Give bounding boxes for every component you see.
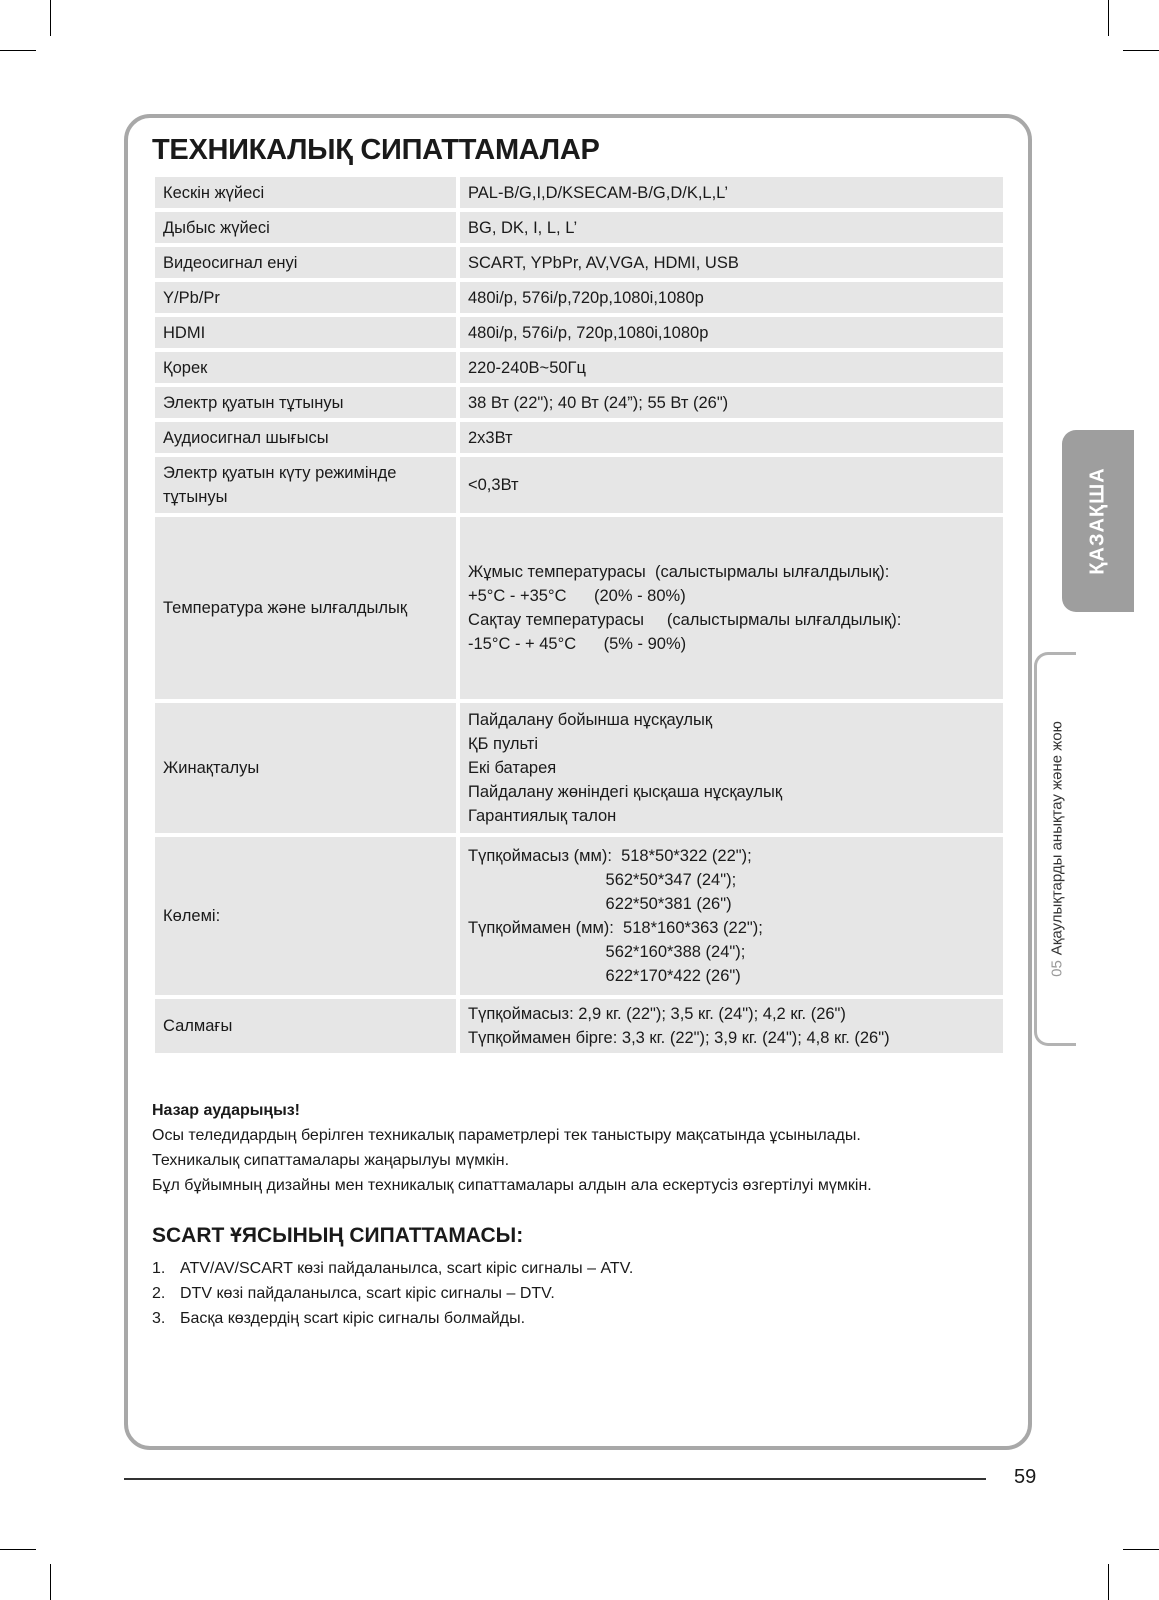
list-item-number: 2. — [152, 1285, 166, 1302]
spec-value: Түпқоймасыз (мм): 518*50*322 (22"); — [468, 847, 752, 865]
spec-value-cell — [460, 422, 1003, 457]
spec-label: HDMI — [163, 323, 206, 342]
spec-label-cell — [155, 422, 460, 457]
crop-mark — [0, 1549, 36, 1550]
spec-value-cell — [460, 703, 1003, 837]
spec-label: Y/Pb/Pr — [163, 288, 220, 307]
spec-label-cell — [155, 999, 460, 1057]
spec-label: Дыбыс жүйесі — [163, 218, 270, 237]
spec-label-cell — [155, 177, 460, 212]
spec-label: Кескін жүйесі — [163, 183, 265, 202]
table-row — [155, 387, 1003, 422]
spec-table — [155, 177, 1003, 1057]
table-row — [155, 457, 1003, 517]
list-item-text: ATV/AV/SCART көзі пайдаланылса, scart кіріс сигналы – ATV. — [180, 1260, 634, 1277]
spec-value: <0,3Вт — [468, 476, 519, 494]
spec-label-cell — [155, 212, 460, 247]
spec-value-cell — [460, 457, 1003, 517]
spec-label: Температура және ылғалдылық — [163, 599, 408, 617]
spec-value: Пайдалану жөніндегі қысқаша нұсқаулық — [468, 783, 783, 801]
spec-label: Видеосигнал енуі — [163, 253, 298, 272]
spec-label-cell — [155, 837, 460, 999]
list-item-text: Басқа көздердің scart кіріс сигналы болмайды. — [180, 1310, 526, 1327]
table-row — [155, 212, 1003, 247]
scart-list — [152, 1256, 633, 1331]
scart-heading: SCART ҰЯСЫНЫҢ СИПАТТАМАСЫ: — [152, 1224, 524, 1247]
notice-heading: Назар аударыңыз! — [152, 1102, 301, 1119]
spec-label: Электр қуатын тұтынуы — [163, 393, 344, 412]
notice-line: Осы теледидардың берілген техникалық параметрлері тек таныстыру мақсатында ұсынылады. — [152, 1127, 861, 1144]
crop-mark — [1108, 0, 1109, 36]
table-row — [155, 837, 1003, 999]
page-number: 59 — [1014, 1466, 1037, 1488]
table-row — [155, 177, 1003, 212]
spec-value: Сақтау температурасы (салыстырмалы ылғалдылық): — [468, 611, 902, 629]
chapter-number: 05 — [1048, 960, 1065, 977]
spec-label-cell — [155, 517, 460, 703]
spec-label-cell — [155, 352, 460, 387]
spec-value-cell — [460, 352, 1003, 387]
table-row — [155, 247, 1003, 282]
spec-label: Электр қуатын күту режимінде — [163, 464, 397, 482]
spec-value-cell — [460, 177, 1003, 212]
crop-mark — [0, 50, 36, 51]
spec-value: Түпқоймасыз: 2,9 кг. (22"); 3,5 кг. (24"); 4,2 кг. (26") — [468, 1005, 846, 1023]
chapter-tab-text — [1048, 721, 1065, 977]
language-tab — [1062, 430, 1134, 612]
spec-value: Жұмыс температурасы (салыстырмалы ылғалдылық): — [468, 563, 890, 581]
footer-divider — [124, 1478, 986, 1480]
crop-mark — [1108, 1564, 1109, 1600]
spec-value: Екі батарея — [468, 759, 557, 777]
list-item — [152, 1306, 633, 1331]
table-row — [155, 517, 1003, 703]
list-item-text: DTV көзі пайдаланылса, scart кіріс сигналы – DTV. — [180, 1285, 555, 1302]
language-tab-label: ҚАЗАҚША — [1086, 467, 1109, 575]
spec-value: Түпқоймамен бірге: 3,3 кг. (22"); 3,9 кг. (24"); 4,8 кг. (26") — [468, 1029, 890, 1047]
spec-label: Қорек — [163, 358, 208, 377]
spec-value-cell — [460, 837, 1003, 999]
spec-value: 480i/p, 576i/p, 720p,1080i,1080p — [468, 323, 709, 342]
spec-label-cell — [155, 317, 460, 352]
list-item-number: 1. — [152, 1260, 166, 1277]
table-row — [155, 703, 1003, 837]
spec-value-cell — [460, 247, 1003, 282]
spec-value-cell — [460, 317, 1003, 352]
spec-value: PAL-B/G,I,D/KSECAM-B/G,D/K,L,L’ — [468, 183, 729, 202]
spec-value: -15°C - + 45°C (5% - 90%) — [468, 635, 687, 653]
crop-mark — [50, 0, 51, 36]
spec-label-cell — [155, 282, 460, 317]
table-row — [155, 999, 1003, 1057]
spec-label-cell — [155, 247, 460, 282]
table-row — [155, 352, 1003, 387]
spec-label: тұтынуы — [163, 488, 228, 506]
list-item-number: 3. — [152, 1310, 166, 1327]
spec-label-cell — [155, 703, 460, 837]
table-row — [155, 317, 1003, 352]
spec-value: Гарантиялық талон — [468, 807, 617, 825]
notice-line: Техникалық сипаттамалары жаңарылуы мүмкін. — [152, 1152, 510, 1169]
spec-value: +5°C - +35°C (20% - 80%) — [468, 587, 686, 605]
spec-value: Түпқоймамен (мм): 518*160*363 (22"); — [468, 919, 763, 937]
table-row — [155, 422, 1003, 457]
spec-value: SCART, YPbPr, AV,VGA, HDMI, USB — [468, 253, 739, 272]
spec-label: Көлемі: — [163, 907, 221, 925]
spec-label-cell — [155, 387, 460, 422]
notice-block — [152, 1098, 1012, 1198]
spec-value: 2x3Вт — [468, 428, 513, 447]
spec-label-cell — [155, 457, 460, 517]
spec-value: 480i/p, 576i/p,720p,1080i,1080p — [468, 288, 704, 307]
spec-value: Пайдалану бойынша нұсқаулық — [468, 711, 713, 729]
spec-value: 220-240В~50Гц — [468, 358, 586, 377]
spec-label: Аудиосигнал шығысы — [163, 428, 329, 447]
spec-value-cell — [460, 999, 1003, 1057]
spec-value: 562*160*388 (24"); — [468, 943, 746, 961]
spec-table-body — [155, 177, 1003, 1057]
spec-value: 562*50*347 (24"); — [468, 871, 737, 889]
spec-value: 622*50*381 (26") — [468, 895, 732, 913]
crop-mark — [1123, 50, 1159, 51]
crop-mark — [50, 1564, 51, 1600]
list-item — [152, 1256, 633, 1281]
list-item — [152, 1281, 633, 1306]
spec-value-cell — [460, 517, 1003, 703]
spec-value: 622*170*422 (26") — [468, 967, 741, 985]
chapter-title: Ақаулықтарды анықтау және жою — [1048, 721, 1065, 956]
spec-label: Салмағы — [163, 1017, 233, 1035]
page-title: ТЕХНИКАЛЫҚ СИПАТТАМАЛАР — [152, 134, 600, 166]
spec-value-cell — [460, 212, 1003, 247]
spec-label: Жинақталуы — [163, 759, 260, 777]
spec-value-cell — [460, 282, 1003, 317]
table-row — [155, 282, 1003, 317]
spec-value: ҚБ пульті — [468, 735, 539, 753]
spec-value-cell — [460, 387, 1003, 422]
notice-line: Бұл бұйымның дизайны мен техникалық сипаттамалары алдын ала ескертусіз өзгертілуі мүмкін. — [152, 1177, 872, 1194]
crop-mark — [1123, 1549, 1159, 1550]
spec-value: 38 Вт (22"); 40 Вт (24”); 55 Вт (26") — [468, 393, 729, 412]
spec-value: BG, DK, I, L, L’ — [468, 218, 578, 237]
chapter-tab — [1034, 652, 1076, 1046]
